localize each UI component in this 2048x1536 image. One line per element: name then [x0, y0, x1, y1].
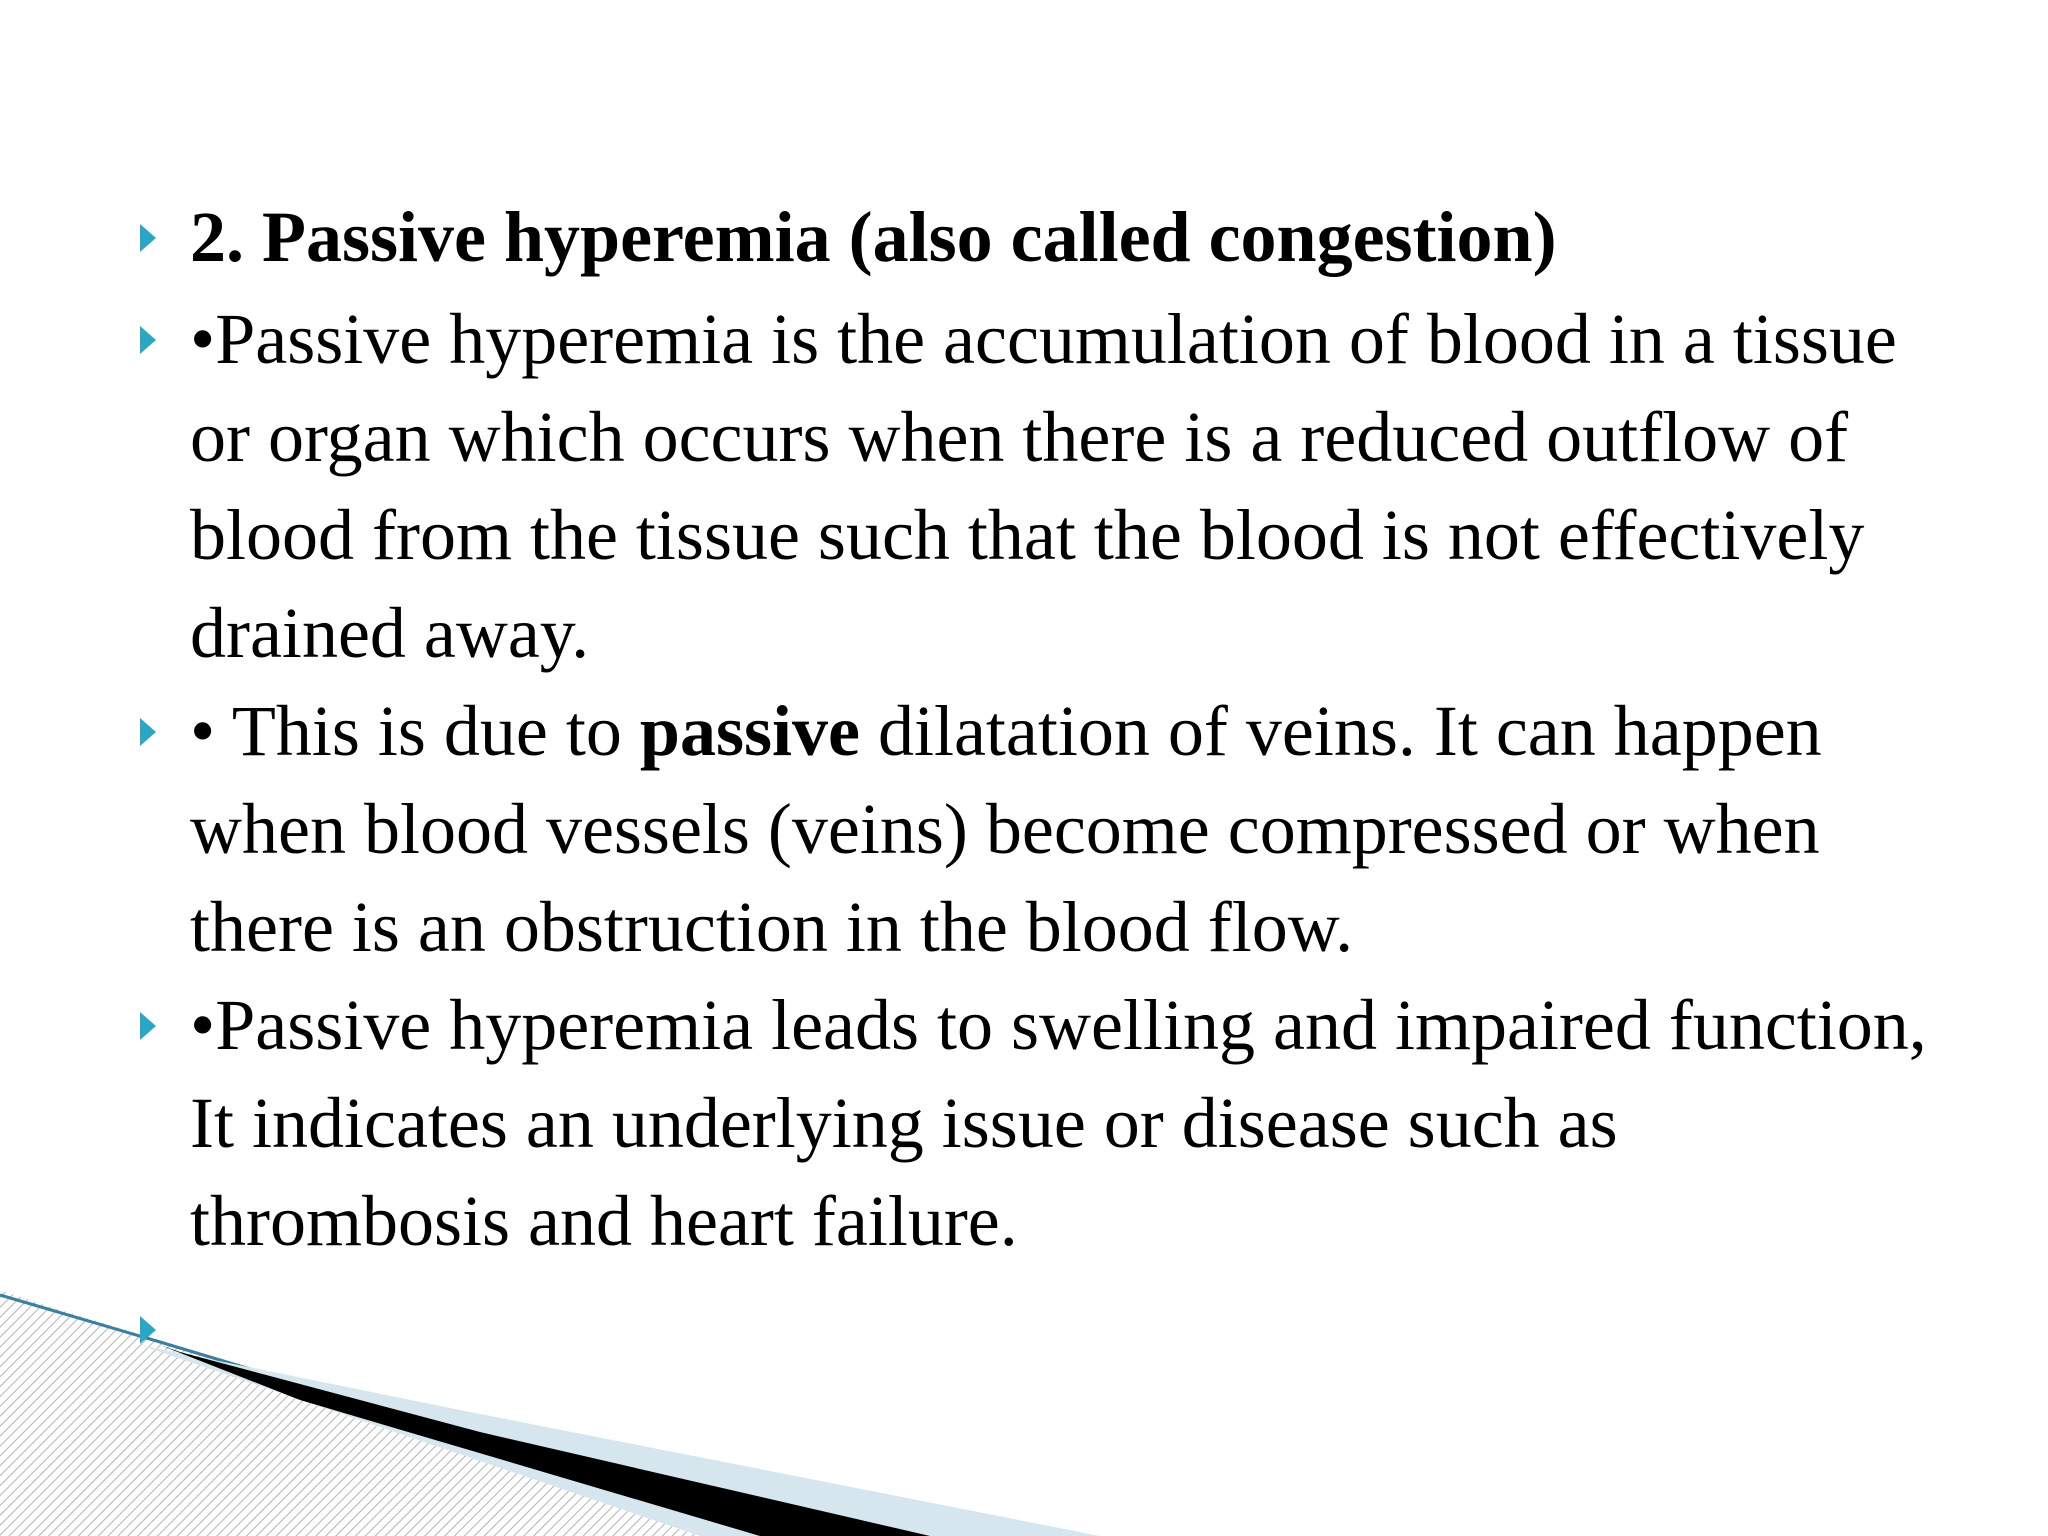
- bullet-arrow-icon: [140, 718, 156, 746]
- bullet-cause: [140, 682, 1930, 976]
- bullet-heading: [140, 188, 1930, 286]
- cause-text-after: dilatation of veins. It can happen when blood vessels (veins) become compressed or when there is an obstruction in the blood flow.: [190, 691, 1822, 967]
- bullet-definition: [140, 290, 1930, 682]
- bullet-arrow-icon: [140, 1316, 156, 1344]
- bullet-arrow-icon: [140, 326, 156, 354]
- heading-text: 2. Passive hyperemia (also called congestion): [190, 197, 1557, 277]
- definition-text: •Passive hyperemia is the accumulation of blood in a tissue or organ which occurs when there is a reduced outflow of blood from the tissue such that the blood is not effectively drained away.: [190, 299, 1897, 673]
- cause-text-bold: passive: [639, 691, 860, 771]
- slide-body: [140, 188, 1930, 1378]
- cause-text-before: • This is due to: [190, 691, 640, 771]
- bullet-arrow-icon: [140, 1012, 156, 1040]
- effects-text: •Passive hyperemia leads to swelling and impaired function, It indicates an underlying issue or disease such as thrombosis and heart failure.: [190, 985, 1927, 1261]
- bullet-empty: [140, 1280, 1930, 1378]
- bullet-effects: [140, 976, 1930, 1270]
- bullet-arrow-icon: [140, 224, 156, 252]
